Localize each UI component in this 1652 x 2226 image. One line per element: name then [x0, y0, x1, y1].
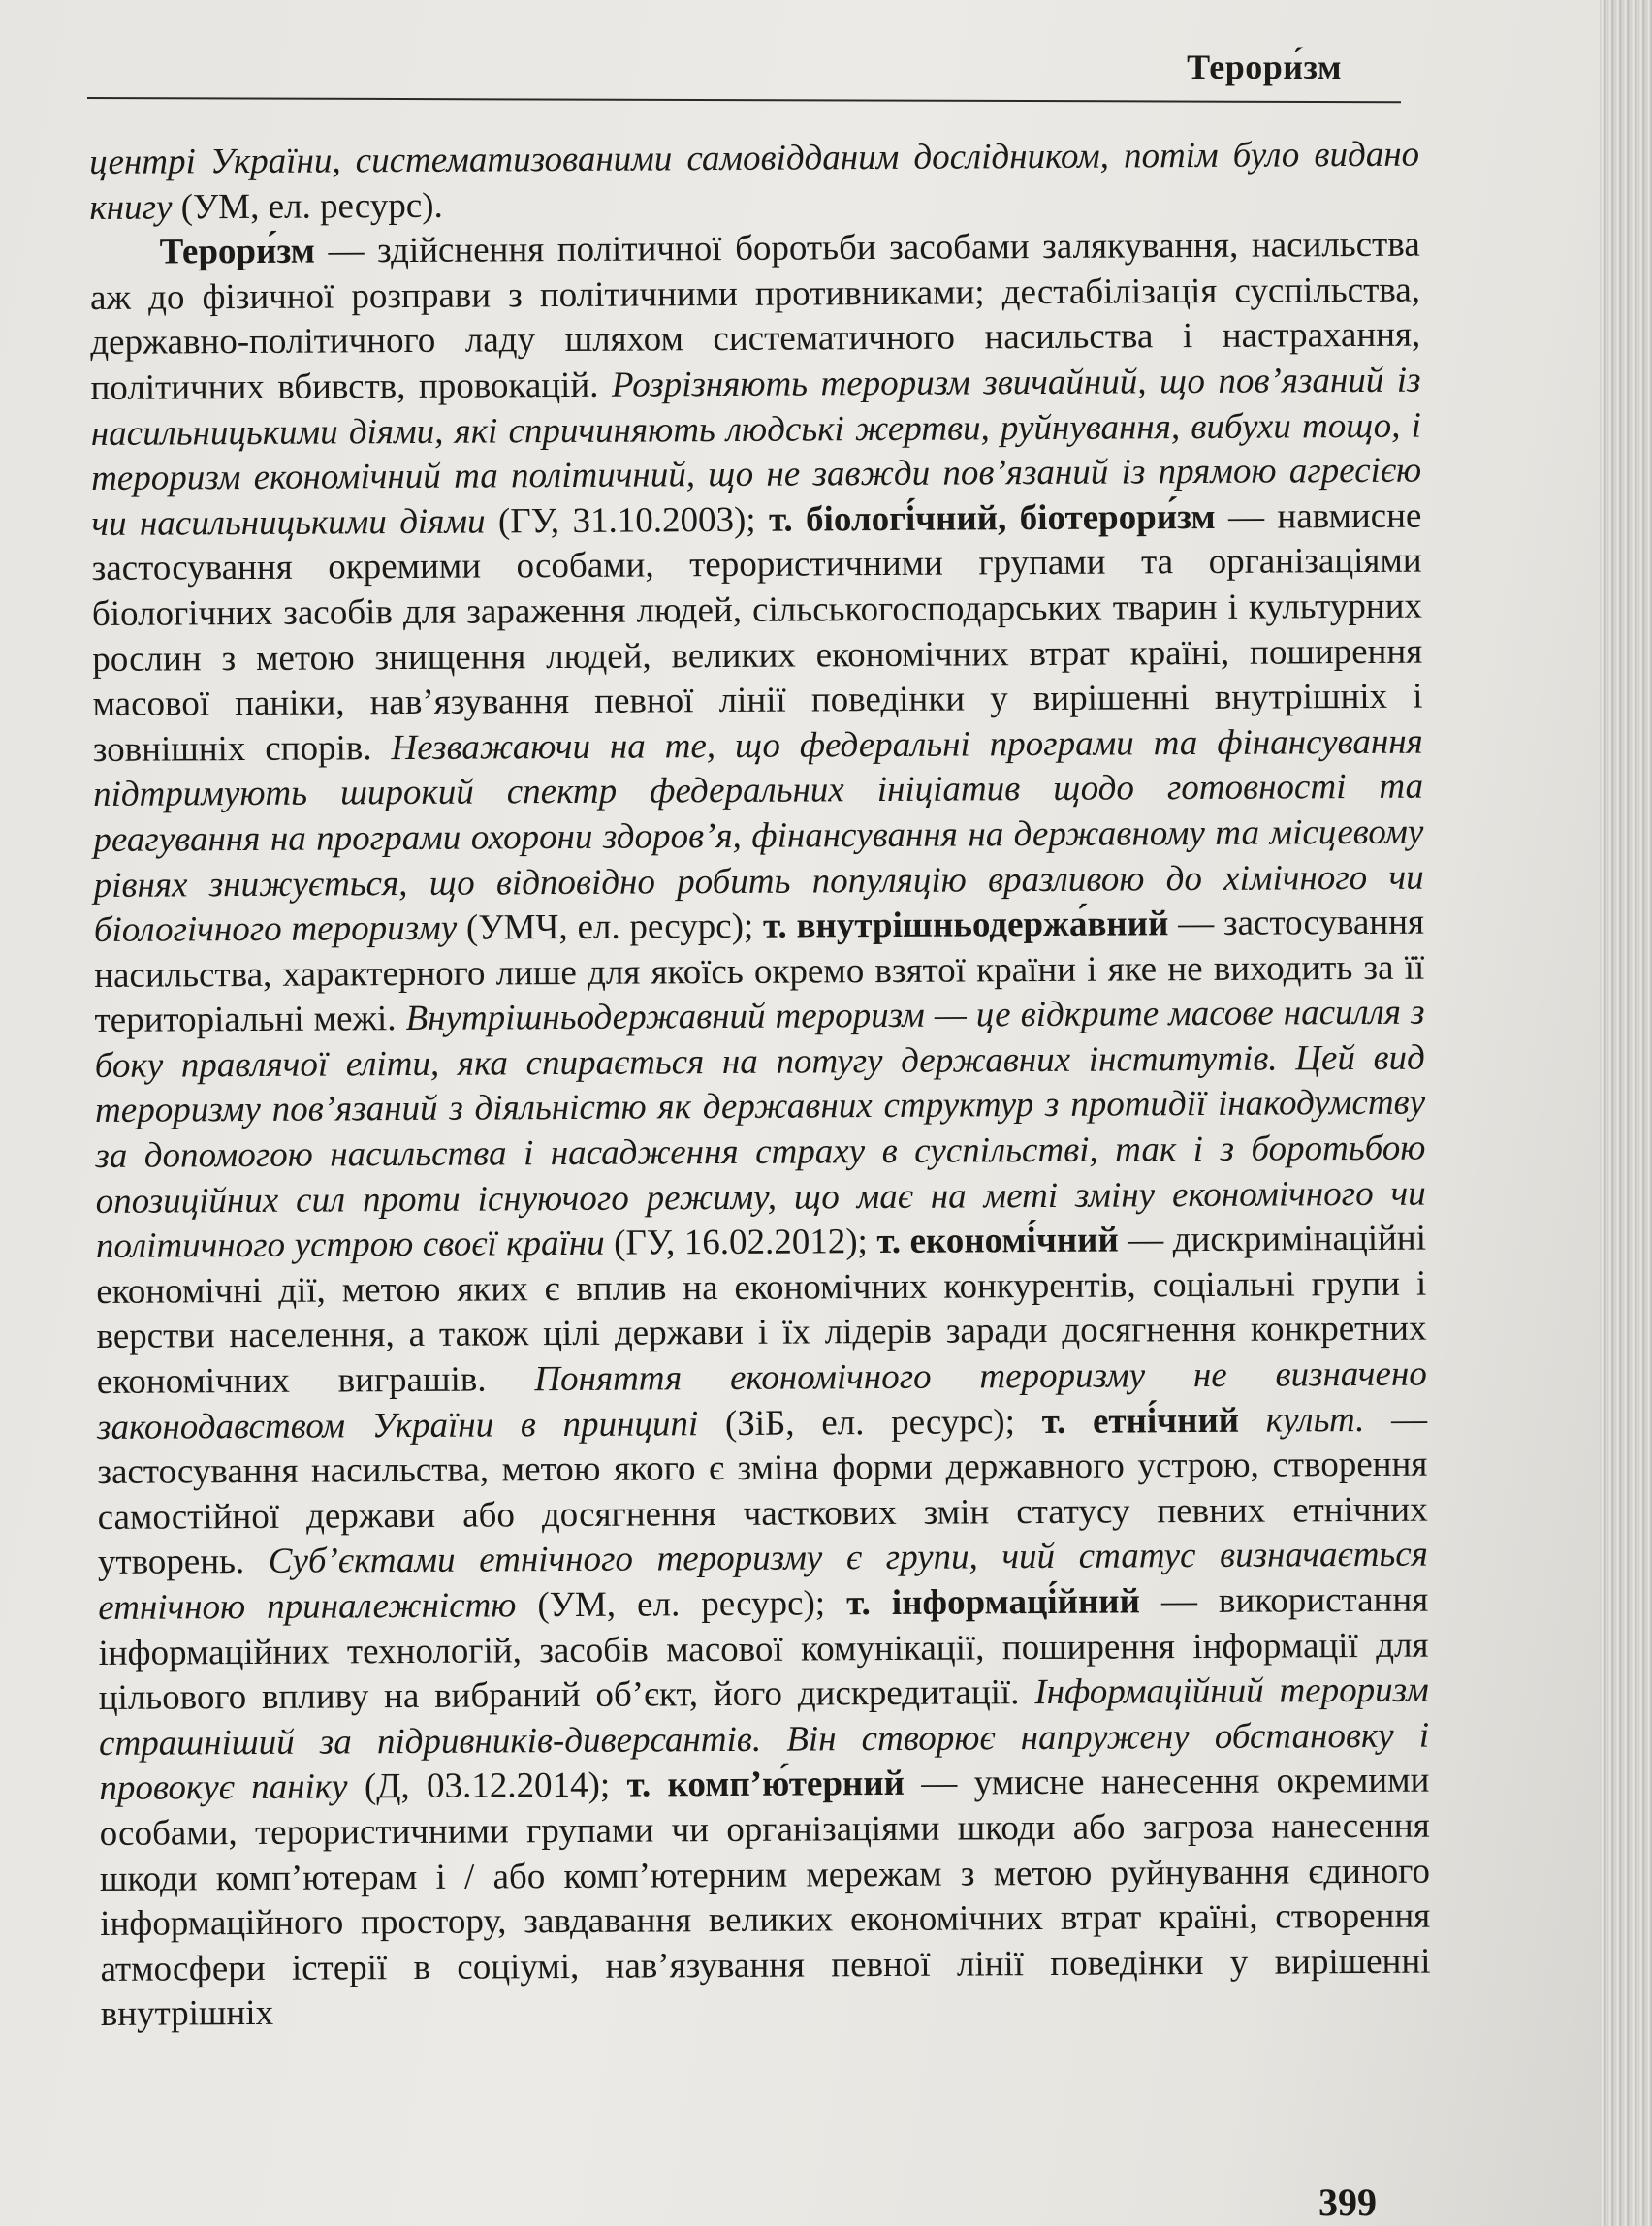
- subentry-example: Суб’єктами етнічного тероризму є групи, чий статус визначається етнічною приналежністю: [98, 1534, 1429, 1628]
- intro-example: центрі України, систематизованими самовідданим дослідником, потім було видано книгу: [89, 134, 1420, 228]
- subentry-definition: — умисне нанесення окремими особами, терористичними групами чи організаціями шкоди або загроза нанесення шкоди комп’ютерам і / або комп’ютерним мережам з метою руйнування єдиного інформаційного простору, завдавання великих економічних втрат країні, створення атмосфери істерії в соціумі, нав’язування певної лінії поведінки у вирішенні внутрішніх: [99, 1760, 1431, 2035]
- dictionary-text: [89, 133, 1431, 2038]
- subentry-term: т. етні́чний: [1041, 1400, 1240, 1442]
- subentry-source: (УМЧ, ел. ресурс);: [457, 906, 764, 948]
- subentry-example: Внутрішньодержавний тероризм — це відкрите масове насилля з боку правлячої еліти, яка спирається на потугу державних інститутів. Цей вид тероризму пов’язаний з діяльністю як державних структур з протидії інакодумству за допомогою насильства і насадження страху в суспільстві, так і з боротьбою опозиційних сил проти існуючого режиму, що має на меті зміну економічного чи політичного устрою своєї країни: [94, 992, 1426, 1267]
- subentry-term: т. внутрішньодержа́вний: [762, 904, 1169, 946]
- subentry-term: т. біологі́чний, біотерори́зм: [768, 496, 1216, 540]
- entry-definition: — здійснення політичної боротьби засобами залякування, насильства аж до фізичної розправи з політичними противниками; дестабілізація суспільства, державно-політичного ладу шляхом систематичного насильства і настрахання, політичних вбивств, провокацій.: [89, 224, 1421, 408]
- subentry-source: (УМ, ел. ресурс);: [516, 1583, 847, 1626]
- subentry-definition: — застосування насильства, метою якого є зміна форми державного устрою, створення самостійної держави або досягнення часткових змін статусу певних етнічних утворень.: [97, 1399, 1428, 1583]
- subentry-term: т. комп’ю́терний: [626, 1764, 905, 1806]
- subentry-example: Поняття економічного тероризму не визначено законодавством України в принципі: [96, 1353, 1427, 1447]
- running-head: Терори́зм: [1187, 48, 1342, 86]
- subentry-definition: — навмисне застосування окремими особами, терористичними групами та організаціями біологічних засобів для зараження людей, сільськогосподарських тварин і культурних рослин з метою знищення людей, великих економічних втрат країні, поширення масової паніки, нав’язування певної лінії поведінки у вирішенні внутрішніх і зовнішніх спорів.: [91, 495, 1423, 770]
- subentry-source: (ГУ, 16.02.2012);: [604, 1222, 877, 1264]
- subentry-usage-label: культ.: [1238, 1399, 1365, 1441]
- subentry-source: (Д, 03.12.2014);: [347, 1765, 627, 1807]
- subentry-term: т. економі́чний: [876, 1220, 1119, 1262]
- header-rule: [87, 97, 1401, 103]
- subentry-definition: — застосування насильства, характерного лише для якоїсь окремо взятої країни і яке не виходить за її територіальні межі.: [94, 902, 1425, 1041]
- subentry-example: Незважаючи на те, що федеральні програми та фінансування підтримують широкий спектр федеральних ініціатив щодо готовності та реагування на програми охорони здоров’я, фінансування на державному та місцевому рівнях знижується, що відповідно робить популяцію вразливою до хімічного чи біологічного тероризму: [92, 721, 1424, 951]
- subentry-example: Інформаційний тероризм страшніший за підривників-диверсантів. Він створює напружену обстановку і провокує паніку: [98, 1670, 1430, 1809]
- entry-headword: Терори́зм: [159, 231, 316, 272]
- entry-example: Розрізняють тероризм звичайний, що пов’язаний із насильницькими діями, які спричиняють людські жертви, руйнування, вибухи тощо, і тероризм економічний та політичний, що не завжди пов’язаний із прямою агресією чи насильницькими діями: [90, 360, 1422, 544]
- subentry-source: (ЗіБ, ел. ресурс);: [698, 1401, 1042, 1444]
- intro-paragraph: [89, 133, 1420, 232]
- page-number: 399: [1318, 2180, 1377, 2224]
- entry-paragraph: [90, 223, 1431, 2038]
- subentry-term: т. інформаці́йний: [846, 1581, 1141, 1624]
- subentry-definition: — дискримінаційні економічні дії, метою яких є вплив на економічних конкурентів, соціальні групи і верстви населення, а також цілі держави і їх лідерів заради досягнення конкретних економічних виграшів.: [96, 1218, 1427, 1403]
- intro-source: (УМ, ел. ресурс).: [172, 185, 443, 228]
- page-edges: [1600, 0, 1652, 2226]
- entry-source: (ГУ, 31.10.2003);: [485, 499, 770, 542]
- subentry-definition: — використання інформаційних технологій, засобів масової комунікації, поширення інформації для цільового впливу на вибраний об’єкт, його дискредитації.: [98, 1579, 1429, 1719]
